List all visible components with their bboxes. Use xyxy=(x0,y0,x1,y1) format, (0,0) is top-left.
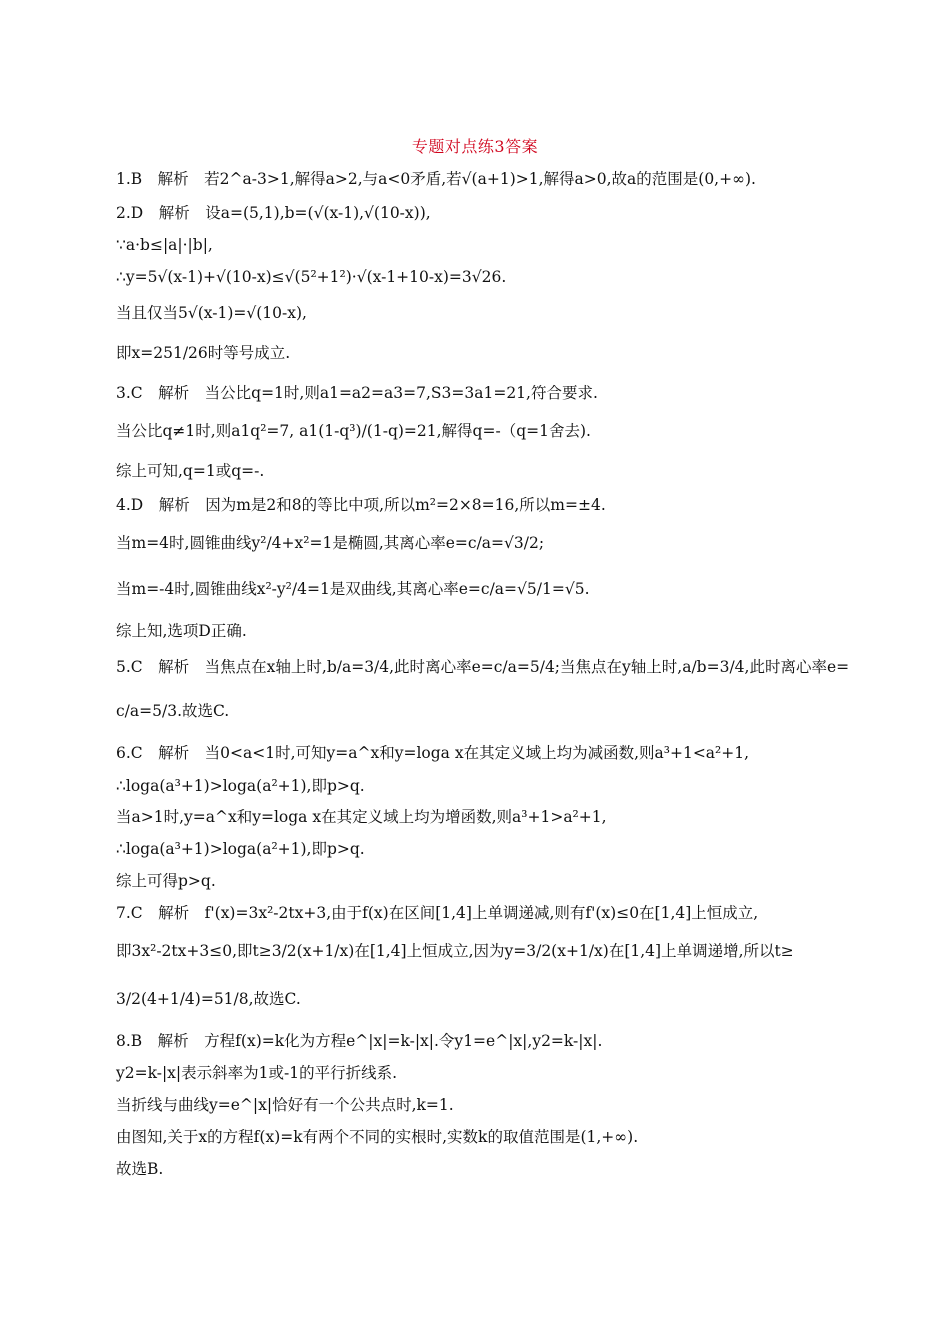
answer-text: 5.C 解析 当焦点在x轴上时,b/a=3/4,此时离心率e=c/a=5/4;当焦点在y轴上时,a/b=3/4,此时离心率e= xyxy=(116,658,850,676)
answer-line xyxy=(116,742,749,764)
answer-line xyxy=(116,775,365,797)
answer-text: c/a=5/3.故选C. xyxy=(116,702,230,720)
answer-text: 6.C 解析 当0<a<1时,可知y=a^x和y=loga x在其定义域上均为减函数,则a³+1<a²+1, xyxy=(116,744,750,762)
answer-text: ∴loga(a³+1)>loga(a²+1),即p>q. xyxy=(116,840,365,858)
answer-line xyxy=(116,302,307,324)
answer-text: y2=k-|x|表示斜率为1或-1的平行折线系. xyxy=(116,1064,398,1082)
page-title: 专题对点练3答案 xyxy=(411,137,539,156)
answer-text: 即3x²-2tx+3≤0,即t≥3/2(x+1/x)在[1,4]上恒成立,因为y=3/2(x+1/x)在[1,4]上单调递增,所以t≥ xyxy=(116,942,794,960)
answer-line xyxy=(116,940,794,962)
answer-text: 当m=4时,圆锥曲线y²/4+x²=1是椭圆,其离心率e=c/a=√3/2; xyxy=(116,534,545,552)
answer-text: 当公比q≠1时,则a1q²=7, a1(1-q³)/(1-q)=21,解得q=-（q=1舍去). xyxy=(116,422,591,440)
answer-line xyxy=(116,1094,454,1116)
answer-line xyxy=(116,266,506,288)
answer-line xyxy=(116,870,216,892)
answer-line xyxy=(116,1126,638,1148)
answer-line xyxy=(116,202,431,224)
answer-text: 当且仅当5√(x-1)=√(10-x), xyxy=(116,304,307,322)
answer-line xyxy=(116,460,264,482)
answer-line xyxy=(116,700,229,722)
answer-line xyxy=(116,382,598,404)
answer-line xyxy=(116,838,365,860)
answer-text: 8.B 解析 方程f(x)=k化为方程e^|x|=k-|x|.令y1=e^|x|,y2=k-|x|. xyxy=(116,1032,603,1050)
answer-text: 由图知,关于x的方程f(x)=k有两个不同的实根时,实数k的取值范围是(1,+∞). xyxy=(116,1128,639,1146)
answer-text: 3/2(4+1/4)=51/8,故选C. xyxy=(116,990,301,1008)
answer-line xyxy=(116,1062,397,1084)
answer-line xyxy=(116,988,301,1010)
answer-text: 当m=-4时,圆锥曲线x²-y²/4=1是双曲线,其离心率e=c/a=√5/1=√5. xyxy=(116,580,590,598)
answer-line xyxy=(116,578,590,600)
answer-text: 综上知,选项D正确. xyxy=(116,622,247,640)
answer-text: 综上可得p>q. xyxy=(116,872,216,890)
answer-text: ∵a·b≤|a|·|b|, xyxy=(116,236,213,254)
answer-text: 3.C 解析 当公比q=1时,则a1=a2=a3=7,S3=3a1=21,符合要求. xyxy=(116,384,598,402)
answer-text: 7.C 解析 f'(x)=3x²-2tx+3,由于f(x)在区间[1,4]上单调递减,则有f'(x)≤0在[1,4]上恒成立, xyxy=(116,904,759,922)
answer-text: 当a>1时,y=a^x和y=loga x在其定义域上均为增函数,则a³+1>a²+1, xyxy=(116,808,607,826)
answer-text: 当折线与曲线y=e^|x|恰好有一个公共点时,k=1. xyxy=(116,1096,454,1114)
answer-line xyxy=(116,1030,602,1052)
answer-text: ∴y=5√(x-1)+√(10-x)≤√(5²+1²)·√(x-1+10-x)=3√26. xyxy=(116,268,507,286)
answer-line xyxy=(116,656,849,678)
answer-line xyxy=(116,1158,163,1180)
answer-line xyxy=(116,902,758,924)
answer-line xyxy=(116,620,247,642)
answer-text: 2.D 解析 设a=(5,1),b=(√(x-1),√(10-x)), xyxy=(116,204,431,222)
answer-line xyxy=(116,532,544,554)
answer-text: 故选B. xyxy=(116,1160,164,1178)
answer-text: 综上可知,q=1或q=-. xyxy=(116,462,265,480)
answer-text: 4.D 解析 因为m是2和8的等比中项,所以m²=2×8=16,所以m=±4. xyxy=(116,496,606,514)
answer-line xyxy=(116,168,756,190)
answer-text: ∴loga(a³+1)>loga(a²+1),即p>q. xyxy=(116,777,365,795)
answer-line xyxy=(116,234,213,256)
answer-text: 即x=251/26时等号成立. xyxy=(116,344,291,362)
answer-line xyxy=(116,342,290,364)
answer-text: 1.B 解析 若2^a-3>1,解得a>2,与a<0矛盾,若√(a+1)>1,解得a>0,故a的范围是(0,+∞). xyxy=(116,170,756,188)
answer-line xyxy=(116,494,606,516)
answer-line xyxy=(116,420,591,442)
answer-line xyxy=(116,806,607,828)
